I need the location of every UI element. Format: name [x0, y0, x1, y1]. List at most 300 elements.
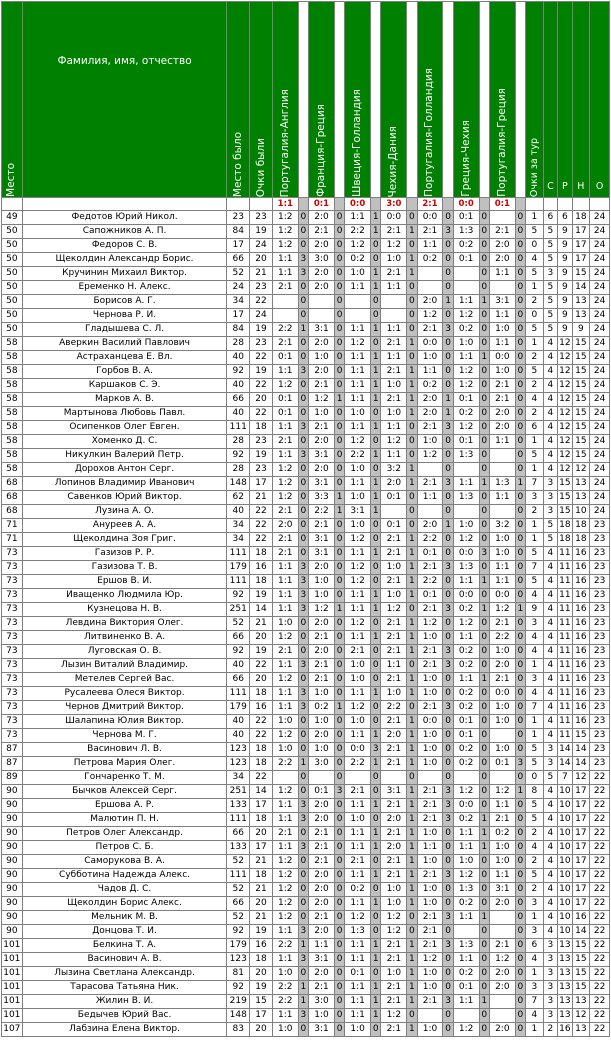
- forecast-3: 0:0: [345, 743, 371, 757]
- forecast-3: 1:1: [345, 477, 371, 491]
- points-6: 0: [479, 617, 489, 631]
- points-3: 1: [371, 491, 381, 505]
- points-1: 0: [298, 337, 308, 351]
- tour-points-cell: 1: [526, 533, 544, 547]
- was-points-cell: 18: [250, 869, 273, 883]
- o-cell: 23: [590, 575, 610, 589]
- forecast-2: 2:0: [309, 869, 335, 883]
- forecast-6: 0:2: [453, 967, 479, 981]
- table-row: [2, 407, 610, 421]
- points-4: 1: [407, 463, 417, 477]
- s-cell: 4: [543, 617, 557, 631]
- forecast-6: 1:2: [453, 1023, 479, 1037]
- was-place-cell: 179: [227, 939, 250, 953]
- s-cell: 4: [543, 407, 557, 421]
- table-row: [2, 757, 610, 771]
- col-header-place: Место: [2, 2, 23, 198]
- table-row: [2, 701, 610, 715]
- table-row: [2, 715, 610, 729]
- points-5: 3: [443, 939, 453, 953]
- points-7: 1: [515, 477, 525, 491]
- n-cell: 12: [572, 1009, 590, 1023]
- forecast-3: 1:2: [345, 239, 371, 253]
- forecast-3: 1:2: [345, 617, 371, 631]
- table-row: [2, 225, 610, 239]
- points-4: 0: [407, 519, 417, 533]
- points-6: 1: [479, 575, 489, 589]
- was-place-cell: 28: [227, 435, 250, 449]
- forecast-2: 2:0: [309, 645, 335, 659]
- s-cell: 4: [543, 547, 557, 561]
- n-cell: 15: [572, 379, 590, 393]
- n-cell: 10: [572, 505, 590, 519]
- points-2: 0: [334, 673, 344, 687]
- points-5: 3: [443, 323, 453, 337]
- r-cell: 16: [558, 1023, 572, 1037]
- points-1: 0: [298, 407, 308, 421]
- points-2: 0: [334, 617, 344, 631]
- o-cell: 23: [590, 617, 610, 631]
- was-place-cell: 52: [227, 617, 250, 631]
- forecast-5: 1:0: [417, 883, 443, 897]
- forecast-5: 1:0: [417, 743, 443, 757]
- s-cell: 4: [543, 869, 557, 883]
- points-5: 3: [443, 799, 453, 813]
- points-6: 0: [479, 309, 489, 323]
- points-4: 0: [407, 491, 417, 505]
- r-cell: 11: [558, 617, 572, 631]
- table-row: [2, 813, 610, 827]
- tour-points-cell: 1: [526, 337, 544, 351]
- forecast-7: 3:2: [489, 519, 515, 533]
- points-6: 0: [479, 323, 489, 337]
- points-5: 0: [443, 589, 453, 603]
- standings-body: [2, 211, 610, 1037]
- points-6: 1: [479, 841, 489, 855]
- table-row: [2, 337, 610, 351]
- tour-points-cell: 2: [526, 883, 544, 897]
- tour-points-cell: 1: [526, 729, 544, 743]
- points-7: 0: [515, 463, 525, 477]
- forecast-6: 1:2: [453, 309, 479, 323]
- tour-points-cell: 4: [526, 589, 544, 603]
- points-3: 1: [371, 267, 381, 281]
- was-points-cell: 14: [250, 785, 273, 799]
- was-points-cell: 18: [250, 743, 273, 757]
- forecast-4: 1:0: [381, 253, 407, 267]
- forecast-6: 0:2: [453, 659, 479, 673]
- name-cell: Дорохов Антон Серг.: [22, 463, 227, 477]
- points-1: 0: [298, 393, 308, 407]
- forecast-5: 1:0: [417, 631, 443, 645]
- forecast-4: 2:1: [381, 673, 407, 687]
- forecast-2: 3:1: [309, 323, 335, 337]
- forecast-5: [417, 281, 443, 295]
- r-cell: 12: [558, 351, 572, 365]
- forecast-1: 1:2: [272, 631, 298, 645]
- forecast-1: 1:2: [272, 729, 298, 743]
- name-cell: Чернова Р. И.: [22, 309, 227, 323]
- s-cell: 5: [543, 225, 557, 239]
- forecast-6: 0:1: [453, 211, 479, 225]
- r-cell: 10: [558, 827, 572, 841]
- forecast-7: 1:1: [489, 561, 515, 575]
- s-cell: 5: [543, 771, 557, 785]
- o-cell: 22: [590, 841, 610, 855]
- table-row: [2, 981, 610, 995]
- points-7: 0: [515, 309, 525, 323]
- forecast-5: 1:0: [417, 1023, 443, 1037]
- tour-points-cell: 5: [526, 547, 544, 561]
- table-row: [2, 799, 610, 813]
- s-cell: 4: [543, 897, 557, 911]
- place-cell: 73: [2, 729, 23, 743]
- forecast-2: 2:1: [309, 519, 335, 533]
- forecast-3: [345, 771, 371, 785]
- points-1: 3: [298, 659, 308, 673]
- forecast-7: 1:0: [489, 547, 515, 561]
- forecast-7: 2:1: [489, 673, 515, 687]
- points-7: 0: [515, 407, 525, 421]
- name-cell: Щеколдин Борис Алекс.: [22, 897, 227, 911]
- was-place-cell: 40: [227, 379, 250, 393]
- points-6: 1: [479, 995, 489, 1009]
- points-3: 0: [371, 673, 381, 687]
- tour-points-cell: 5: [526, 225, 544, 239]
- forecast-6: 0:2: [453, 407, 479, 421]
- points-7: 0: [515, 841, 525, 855]
- n-cell: 13: [572, 1023, 590, 1037]
- points-5: 0: [443, 771, 453, 785]
- points-3: 1: [371, 351, 381, 365]
- col-header-match-4: Чехия-Дания: [381, 2, 407, 198]
- forecast-7: [489, 505, 515, 519]
- forecast-7: 1:0: [489, 645, 515, 659]
- was-place-cell: 84: [227, 323, 250, 337]
- place-cell: 90: [2, 911, 23, 925]
- was-place-cell: 66: [227, 253, 250, 267]
- points-4: 1: [407, 477, 417, 491]
- name-cell: Лузина А. О.: [22, 505, 227, 519]
- r-cell: 11: [558, 631, 572, 645]
- forecast-1: 1:2: [272, 785, 298, 799]
- table-row: [2, 855, 610, 869]
- table-row: [2, 295, 610, 309]
- points-5: 0: [443, 617, 453, 631]
- points-3: 0: [371, 701, 381, 715]
- s-cell: 4: [543, 715, 557, 729]
- points-6: 0: [479, 869, 489, 883]
- tour-points-cell: 1: [526, 281, 544, 295]
- forecast-1: 2:1: [272, 547, 298, 561]
- r-cell: 9: [558, 309, 572, 323]
- forecast-4: 2:1: [381, 267, 407, 281]
- n-cell: 15: [572, 729, 590, 743]
- points-4: 0: [407, 771, 417, 785]
- r-cell: 10: [558, 911, 572, 925]
- forecast-1: 2:2: [272, 981, 298, 995]
- was-points-cell: 20: [250, 253, 273, 267]
- points-7: 0: [515, 365, 525, 379]
- forecast-5: 0:1: [417, 589, 443, 603]
- name-cell: Ершов В. И.: [22, 575, 227, 589]
- points-7: 0: [515, 673, 525, 687]
- n-cell: 15: [572, 981, 590, 995]
- forecast-3: 0:1: [345, 967, 371, 981]
- standings-table: [1, 1, 610, 1037]
- forecast-5: 2:1: [417, 225, 443, 239]
- points-2: 0: [334, 813, 344, 827]
- table-row: [2, 659, 610, 673]
- points-6: 0: [479, 757, 489, 771]
- forecast-2: 3:0: [309, 995, 335, 1009]
- r-cell: 11: [558, 589, 572, 603]
- points-3: 0: [371, 519, 381, 533]
- forecast-2: 2:0: [309, 729, 335, 743]
- was-place-cell: 23: [227, 211, 250, 225]
- points-2: 0: [334, 939, 344, 953]
- n-cell: 15: [572, 421, 590, 435]
- place-cell: 49: [2, 211, 23, 225]
- forecast-6: 0:2: [453, 813, 479, 827]
- name-cell: Левдина Виктория Олег.: [22, 617, 227, 631]
- n-cell: 17: [572, 883, 590, 897]
- points-4: 1: [407, 337, 417, 351]
- was-points-cell: 23: [250, 281, 273, 295]
- forecast-4: 2:1: [381, 365, 407, 379]
- points-4: 1: [407, 673, 417, 687]
- forecast-7: 2:0: [489, 253, 515, 267]
- was-place-cell: 66: [227, 827, 250, 841]
- forecast-1: 1:1: [272, 813, 298, 827]
- col-header-n: Н: [572, 2, 590, 198]
- o-cell: 24: [590, 239, 610, 253]
- place-cell: 50: [2, 295, 23, 309]
- forecast-1: 2:1: [272, 337, 298, 351]
- name-cell: Осипенков Олег Евген.: [22, 421, 227, 435]
- forecast-7: 3:1: [489, 883, 515, 897]
- points-4: 0: [407, 505, 417, 519]
- tour-points-cell: 5: [526, 813, 544, 827]
- o-cell: 24: [590, 435, 610, 449]
- points-2: 1: [334, 701, 344, 715]
- table-row: [2, 547, 610, 561]
- o-cell: 24: [590, 393, 610, 407]
- forecast-5: 2:2: [417, 575, 443, 589]
- points-6: 0: [479, 463, 489, 477]
- r-cell: 11: [558, 659, 572, 673]
- points-7: 0: [515, 239, 525, 253]
- table-row: [2, 911, 610, 925]
- n-cell: 14: [572, 281, 590, 295]
- name-cell: Белкина Т. А.: [22, 939, 227, 953]
- points-3: 3: [371, 743, 381, 757]
- points-6: 0: [479, 589, 489, 603]
- match-result-6: 0:0: [453, 198, 479, 211]
- forecast-6: 1:1: [453, 351, 479, 365]
- forecast-7: [489, 1009, 515, 1023]
- forecast-4: 3:1: [381, 785, 407, 799]
- place-cell: 73: [2, 645, 23, 659]
- points-7: 0: [515, 981, 525, 995]
- table-row: [2, 603, 610, 617]
- points-5: 0: [443, 827, 453, 841]
- o-cell: 23: [590, 715, 610, 729]
- points-5: 0: [443, 715, 453, 729]
- points-4: 0: [407, 211, 417, 225]
- points-1: 0: [298, 617, 308, 631]
- points-2: 0: [334, 267, 344, 281]
- r-cell: 10: [558, 869, 572, 883]
- forecast-4: 1:2: [381, 435, 407, 449]
- place-cell: 101: [2, 967, 23, 981]
- r-cell: 13: [558, 967, 572, 981]
- forecast-2: 2:1: [309, 379, 335, 393]
- points-6: 0: [479, 1023, 489, 1037]
- points-4: 1: [407, 645, 417, 659]
- points-4: 0: [407, 659, 417, 673]
- points-5: 0: [443, 925, 453, 939]
- was-place-cell: 66: [227, 393, 250, 407]
- r-cell: 12: [558, 337, 572, 351]
- tour-points-cell: 2: [526, 855, 544, 869]
- table-row: [2, 393, 610, 407]
- points-7: 0: [515, 449, 525, 463]
- points-5: 0: [443, 1023, 453, 1037]
- tour-points-cell: 0: [526, 239, 544, 253]
- place-cell: 87: [2, 757, 23, 771]
- name-cell: Кузнецова Н. В.: [22, 603, 227, 617]
- points-6: 0: [479, 771, 489, 785]
- was-place-cell: 52: [227, 855, 250, 869]
- s-cell: 3: [543, 743, 557, 757]
- col-header-fio: Фамилия, имя, отчество: [22, 2, 227, 198]
- forecast-4: 2:0: [381, 841, 407, 855]
- r-cell: 11: [558, 701, 572, 715]
- forecast-2: 1:0: [309, 743, 335, 757]
- points-3: 0: [371, 967, 381, 981]
- forecast-5: 1:0: [417, 757, 443, 771]
- forecast-4: 2:1: [381, 995, 407, 1009]
- table-row: [2, 827, 610, 841]
- forecast-2: 1:0: [309, 687, 335, 701]
- o-cell: 24: [590, 267, 610, 281]
- points-4: 0: [407, 449, 417, 463]
- was-place-cell: 34: [227, 519, 250, 533]
- forecast-2: 2:0: [309, 267, 335, 281]
- s-cell: 4: [543, 435, 557, 449]
- forecast-7: 1:1: [489, 799, 515, 813]
- r-cell: 12: [558, 421, 572, 435]
- forecast-5: 0:0: [417, 211, 443, 225]
- forecast-3: 1:1: [345, 603, 371, 617]
- forecast-4: 1:1: [381, 351, 407, 365]
- forecast-3: 1:1: [345, 729, 371, 743]
- points-2: 0: [334, 743, 344, 757]
- forecast-7: 2:0: [489, 967, 515, 981]
- was-points-cell: 21: [250, 491, 273, 505]
- was-place-cell: 66: [227, 631, 250, 645]
- forecast-3: 1:2: [345, 435, 371, 449]
- forecast-4: 1:2: [381, 925, 407, 939]
- name-cell: Лопинов Владимир Иванович: [22, 477, 227, 491]
- points-3: 0: [371, 883, 381, 897]
- points-7: 0: [515, 253, 525, 267]
- forecast-6: 1:1: [453, 827, 479, 841]
- points-4: 0: [407, 911, 417, 925]
- tour-points-cell: 8: [526, 785, 544, 799]
- forecast-6: 0:1: [453, 253, 479, 267]
- points-1: 0: [298, 505, 308, 519]
- name-cell: Петров Олег Александр.: [22, 827, 227, 841]
- forecast-5: 2:0: [417, 295, 443, 309]
- forecast-1: 2:1: [272, 827, 298, 841]
- points-7: 0: [515, 743, 525, 757]
- points-4: 1: [407, 981, 417, 995]
- forecast-2: 0:2: [309, 701, 335, 715]
- points-1: 0: [298, 519, 308, 533]
- forecast-2: 2:1: [309, 827, 335, 841]
- points-1: 0: [298, 897, 308, 911]
- col-header-r: Р: [558, 2, 572, 198]
- points-5: 3: [443, 911, 453, 925]
- forecast-2: 3:3: [309, 491, 335, 505]
- points-3: 1: [371, 687, 381, 701]
- forecast-3: 1:1: [345, 897, 371, 911]
- o-cell: 22: [590, 1023, 610, 1037]
- points-1: 0: [298, 631, 308, 645]
- points-6: 0: [479, 631, 489, 645]
- points-6: 0: [479, 939, 489, 953]
- o-cell: 22: [590, 911, 610, 925]
- name-cell: Литвиненко В. А.: [22, 631, 227, 645]
- points-6: 0: [479, 701, 489, 715]
- tour-points-cell: 1: [526, 911, 544, 925]
- forecast-1: 1:1: [272, 589, 298, 603]
- tour-points-cell: 5: [526, 869, 544, 883]
- was-points-cell: 18: [250, 687, 273, 701]
- forecast-5: 2:1: [417, 421, 443, 435]
- forecast-4: 2:1: [381, 939, 407, 953]
- forecast-1: 0:1: [272, 351, 298, 365]
- name-cell: Чернова М. Г.: [22, 729, 227, 743]
- points-2: 0: [334, 575, 344, 589]
- forecast-1: 1:2: [272, 883, 298, 897]
- was-place-cell: 111: [227, 547, 250, 561]
- points-5: 0: [443, 533, 453, 547]
- col-header-s: С: [543, 2, 557, 198]
- n-cell: 16: [572, 631, 590, 645]
- points-6: 0: [479, 407, 489, 421]
- points-4: 1: [407, 883, 417, 897]
- points-7: 0: [515, 281, 525, 295]
- tour-points-cell: 1: [526, 967, 544, 981]
- forecast-3: 1:1: [345, 841, 371, 855]
- forecast-2: 2:0: [309, 365, 335, 379]
- r-cell: 10: [558, 855, 572, 869]
- forecast-6: 1:3: [453, 449, 479, 463]
- forecast-2: 2:1: [309, 841, 335, 855]
- forecast-7: 1:1: [489, 435, 515, 449]
- points-1: 1: [298, 981, 308, 995]
- name-cell: Газизов Р. Р.: [22, 547, 227, 561]
- s-cell: 4: [543, 911, 557, 925]
- table-row: [2, 589, 610, 603]
- points-4: 0: [407, 421, 417, 435]
- forecast-5: 1:0: [417, 967, 443, 981]
- was-place-cell: 179: [227, 561, 250, 575]
- s-cell: 5: [543, 323, 557, 337]
